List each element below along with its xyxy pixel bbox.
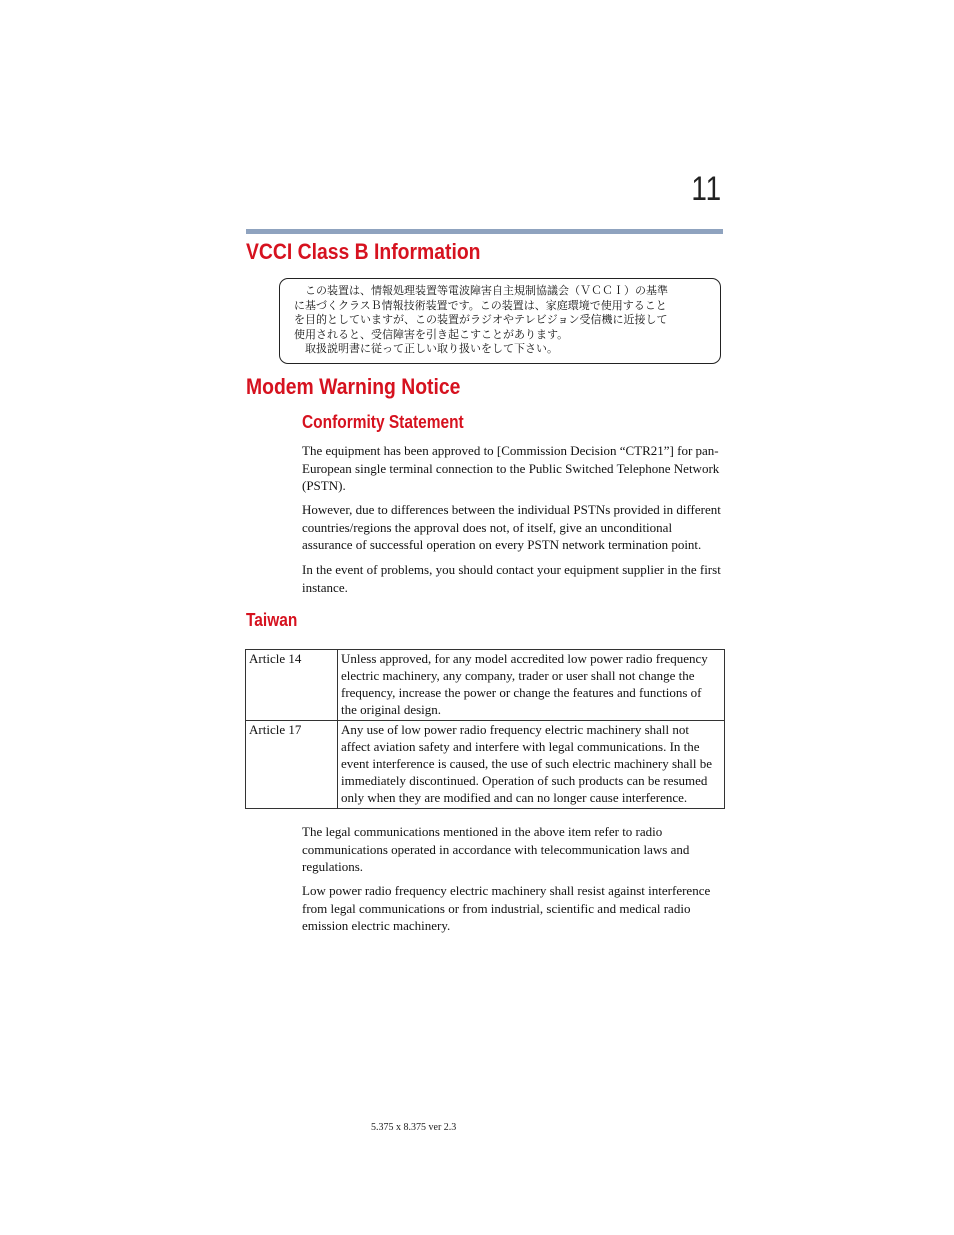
- article-text: Any use of low power radio frequency electric machinery shall not affect aviation safety and interfere with legal communications. In the event interference is caused, the use of such electric machinery shall be immediately discontinued. Operation of such products can be resumed only when they are modified and can no longer cause interference.: [338, 721, 725, 809]
- vcci-heading: VCCI Class B Information: [246, 239, 481, 264]
- taiwan-paragraph: Low power radio frequency electric machinery shall resist against interference from legal communications or from industrial, scientific and medical radio emission electric machinery.: [302, 883, 711, 933]
- table-row: [246, 650, 725, 721]
- vcci-line: 取扱説明書に従って正しい取り扱いをして下さい。: [294, 342, 558, 355]
- footer-version: 5.375 x 8.375 ver 2.3: [371, 1122, 457, 1133]
- taiwan-articles-table: [245, 649, 725, 809]
- taiwan-heading: Taiwan: [246, 610, 298, 630]
- vcci-notice-box: [279, 278, 721, 364]
- article-label: Article 14: [246, 650, 338, 721]
- taiwan-paragraph: The legal communications mentioned in the above item refer to radio communications operated in accordance with telecommunication laws and regulations.: [302, 824, 690, 874]
- vcci-line: を目的としていますが、この装置がラジオやテレビジョン受信機に近接して: [294, 313, 668, 326]
- conformity-paragraph: The equipment has been approved to [Commission Decision “CTR21”] for pan-European single terminal connection to the Public Switched Telephone Network (PSTN).: [302, 443, 720, 493]
- header-rule: [246, 229, 723, 234]
- vcci-line: に基づくクラスＢ情報技術装置です。この装置は、家庭環境で使用すること: [294, 298, 667, 312]
- conformity-paragraph: In the event of problems, you should contact your equipment supplier in the first instance.: [302, 562, 721, 595]
- article-label: Article 17: [246, 721, 338, 809]
- table-row: [246, 721, 725, 809]
- vcci-line: この装置は、情報処理装置等電波障害自主規制協議会（ＶＣＣＩ）の基準: [294, 284, 668, 297]
- modem-heading: Modem Warning Notice: [246, 374, 461, 399]
- article-text: Unless approved, for any model accredited low power radio frequency electric machinery, any company, trader or user shall not change the frequency, increase the power or change the features and functions of the original design.: [338, 650, 725, 721]
- page-number: 11: [691, 170, 722, 208]
- conformity-heading: Conformity Statement: [302, 412, 464, 432]
- vcci-line: 使用されると、受信障害を引き起こすことがあります。: [294, 327, 569, 341]
- conformity-paragraph: However, due to differences between the individual PSTNs provided in different countries/regions the approval does not, of itself, give an unconditional assurance of successful operation on every PSTN network termination point.: [302, 502, 721, 552]
